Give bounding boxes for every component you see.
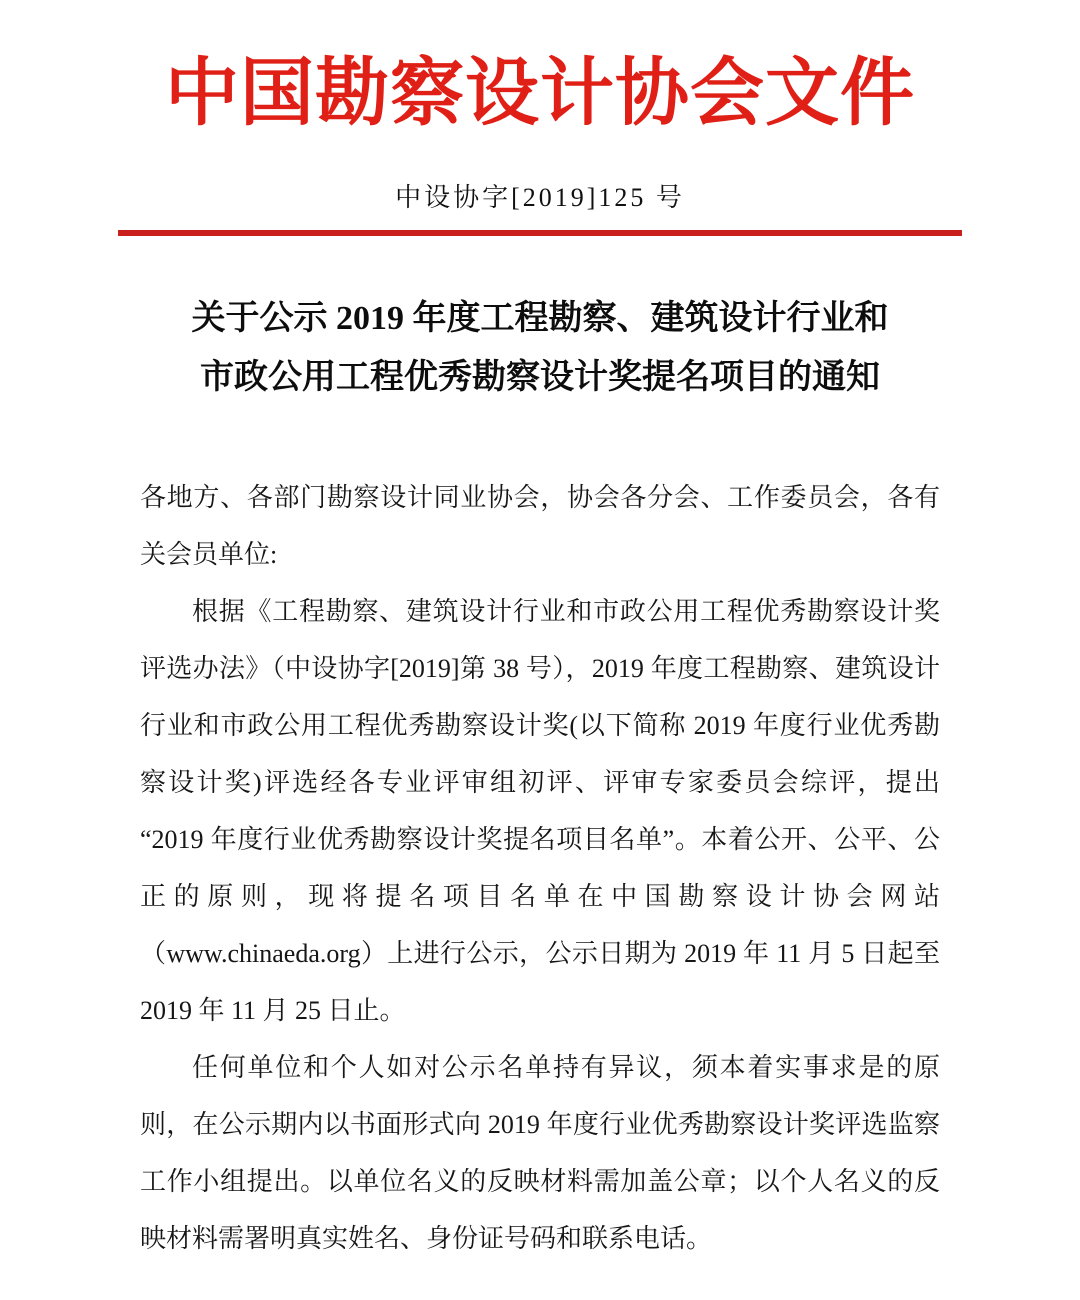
body-paragraph-2: 任何单位和个人如对公示名单持有异议，须本着实事求是的原则，在公示期内以书面形式向 2019 年度行业优秀勘察设计奖评选监察工作小组提出。以单位名义的反映材料需加盖公章；以个人名义的反映材料需署明真实姓名、身份证号码和联系电话。 xyxy=(140,1053,940,1254)
body-paragraph-1: 根据《工程勘察、建筑设计行业和市政公用工程优秀勘察设计奖评选办法》（中设协字[2019]第 38 号），2019 年度工程勘察、建筑设计行业和市政公用工程优秀勘察设计奖(以下简称 2019 年度行业优秀勘察设计奖)评选经各专业评审组初评、评审专家委员会综评，提出 “2019 年度行业优秀勘察设计奖提名项目名单”。本着公开、公平、公正的原则，现将提名项目名单在中国勘察设计协会网站（www.chinaeda.org）上进行公示，公示日期为 2019 年 11 月 5 日起至 2019 年 11 月 25 日止。 xyxy=(140,597,940,1026)
doc-number: 中设协字[2019]125 号 xyxy=(395,183,685,213)
notice-title xyxy=(100,290,980,407)
org-title: 中国勘察设计协会文件 xyxy=(165,53,915,135)
red-divider-rule xyxy=(118,230,962,236)
salutation: 各地方、各部门勘察设计同业协会，协会各分会、工作委员会，各有关会员单位: xyxy=(140,483,940,570)
notice-title-line-1: 关于公示 2019 年度工程勘察、建筑设计行业和 xyxy=(191,300,889,338)
notice-body xyxy=(140,469,940,1267)
notice-title-line-2: 市政公用工程优秀勘察设计奖提名项目的通知 xyxy=(200,358,880,396)
